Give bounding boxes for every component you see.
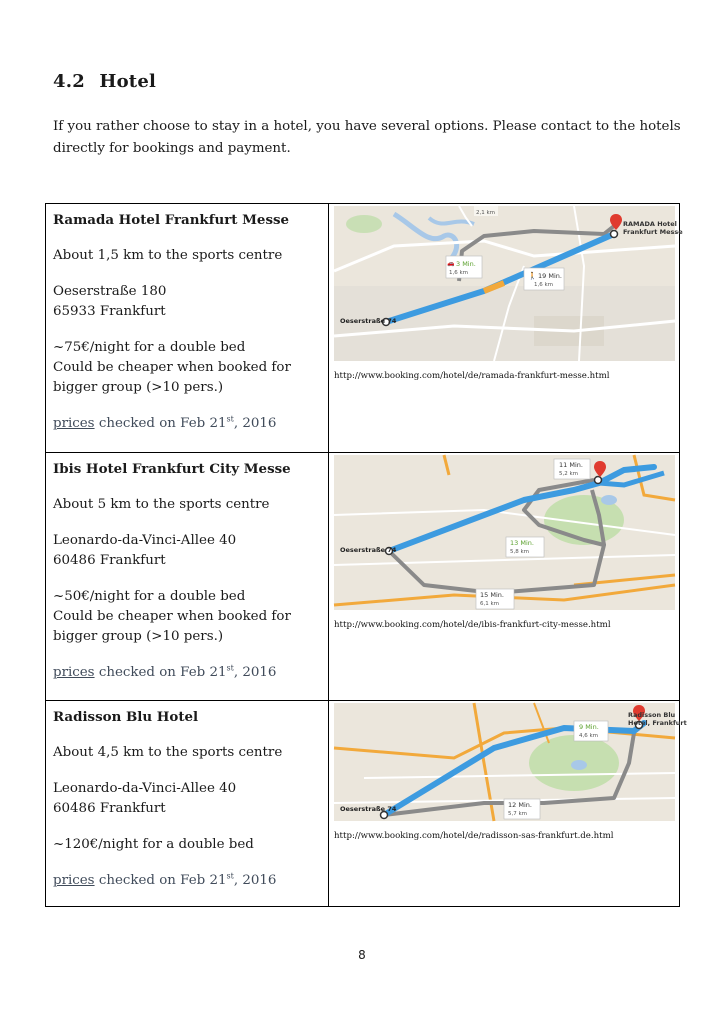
checked-date-suffix: st [226,663,234,673]
walk-time-label: 19 Min. [538,272,562,280]
hotel-map-cell [329,453,680,701]
checked-date-suffix: st [226,871,234,881]
hotels-table [45,203,687,907]
hotel-row-radisson [46,701,680,907]
origin-label: Oeserstraße 74 [340,317,397,325]
origin-label: Oeserstraße 74 [340,546,397,554]
route-map-ramada [334,206,683,361]
hotel-name: Radisson Blu Hotel [53,709,199,725]
booking-link[interactable]: http://www.booking.com/hotel/de/ibis-frankfurt-city-messe.html [334,620,611,630]
checked-date-suffix: st [226,414,234,424]
hotel-row-ibis [46,453,680,701]
car-dist-label-2: 5,7 km [508,811,528,817]
intro-paragraph: If you rather choose to stay in a hotel, you have several options. Please contact to the hotels directly for bookings and payment. [53,119,681,156]
prices-link[interactable]: prices [53,665,95,680]
car-time-label-2: 13 Min. [510,539,534,547]
hotel-address [53,531,321,571]
booking-link[interactable]: http://www.booking.com/hotel/de/ramada-frankfurt-messe.html [334,371,610,381]
hotel-price-block [53,338,321,398]
checked-date: checked on Feb 21 [94,416,227,431]
hotel-info-cell [46,453,329,701]
route-map-radisson [334,703,687,821]
prices-checked [53,414,321,434]
pin-label-line-1: RAMADA Hotel [623,220,677,228]
page-number: 8 [358,948,366,962]
car-dist-label-2: 5,8 km [510,549,530,555]
origin-label: Oeserstraße 74 [340,805,397,813]
car-dist-label-1: 4,6 km [579,733,599,739]
hotel-distance: About 4,5 km to the sports centre [53,745,283,760]
svg-text:🚶: 🚶 [528,272,537,280]
car-time-label: 3 Min. [456,260,476,268]
section-number: 4.2 [53,71,85,92]
hotel-map-cell [329,701,687,907]
hotel-street: Leonardo-da-Vinci-Allee 40 [53,533,237,548]
hotel-info-cell [46,204,329,453]
hotel-row-ramada [46,204,680,453]
pin-label-line-2: Frankfurt Messe [623,228,683,236]
car-time-label-1: 11 Min. [559,461,583,469]
prices-checked [53,871,321,891]
hotel-price-note: Could be cheaper when booked for bigger group (>10 pers.) [53,609,291,644]
hotel-street: Oeserstraße 180 [53,284,167,299]
car-time-label-3: 15 Min. [480,591,504,599]
hotel-city: 60486 Frankfurt [53,553,166,568]
hotel-distance: About 5 km to the sports centre [53,497,270,512]
car-dist-label-1: 5,2 km [559,471,579,477]
hotel-price-note: Could be cheaper when booked for bigger group (>10 pers.) [53,360,291,395]
hotel-price: ~50€/night for a double bed [53,589,246,604]
svg-text:🚗: 🚗 [447,260,455,267]
checked-date: checked on Feb 21 [94,665,227,680]
car-dist-label-3: 6,1 km [480,601,500,607]
checked-year: , 2016 [233,416,277,431]
hotel-map-cell [329,204,683,453]
hotel-price: ~120€/night for a double bed [53,837,254,852]
hotel-street: Leonardo-da-Vinci-Allee 40 [53,781,237,796]
top-dist-label: 2,1 km [476,210,496,216]
hotel-price-block [53,587,321,647]
car-time-label-1: 9 Min. [579,723,599,731]
hotel-distance: About 1,5 km to the sports centre [53,248,283,263]
route-map-ibis [334,455,675,610]
hotel-city: 60486 Frankfurt [53,801,166,816]
prices-link[interactable]: prices [53,873,95,888]
checked-year: , 2016 [233,873,277,888]
hotel-price-block [53,835,321,855]
car-dist-label: 1,6 km [449,270,469,276]
hotel-address [53,779,321,819]
booking-link[interactable]: http://www.booking.com/hotel/de/radisson-sas-frankfurt.de.html [334,831,614,841]
hotel-address [53,282,321,322]
hotel-info-cell [46,701,329,907]
checked-year: , 2016 [233,665,277,680]
walk-dist-label: 1,6 km [534,282,554,288]
section-title: Hotel [99,71,157,92]
hotel-city: 65933 Frankfurt [53,304,166,319]
prices-checked [53,663,321,683]
pin-label-line-1: Radisson Blu [628,711,676,719]
pin-label-line-2: Hotel, Frankfurt [628,719,687,727]
car-time-label-2: 12 Min. [508,801,532,809]
prices-link[interactable]: prices [53,416,95,431]
checked-date: checked on Feb 21 [94,873,227,888]
hotel-name: Ibis Hotel Frankfurt City Messe [53,461,291,477]
hotel-price: ~75€/night for a double bed [53,340,246,355]
hotel-name: Ramada Hotel Frankfurt Messe [53,212,290,228]
section-heading [53,71,156,92]
